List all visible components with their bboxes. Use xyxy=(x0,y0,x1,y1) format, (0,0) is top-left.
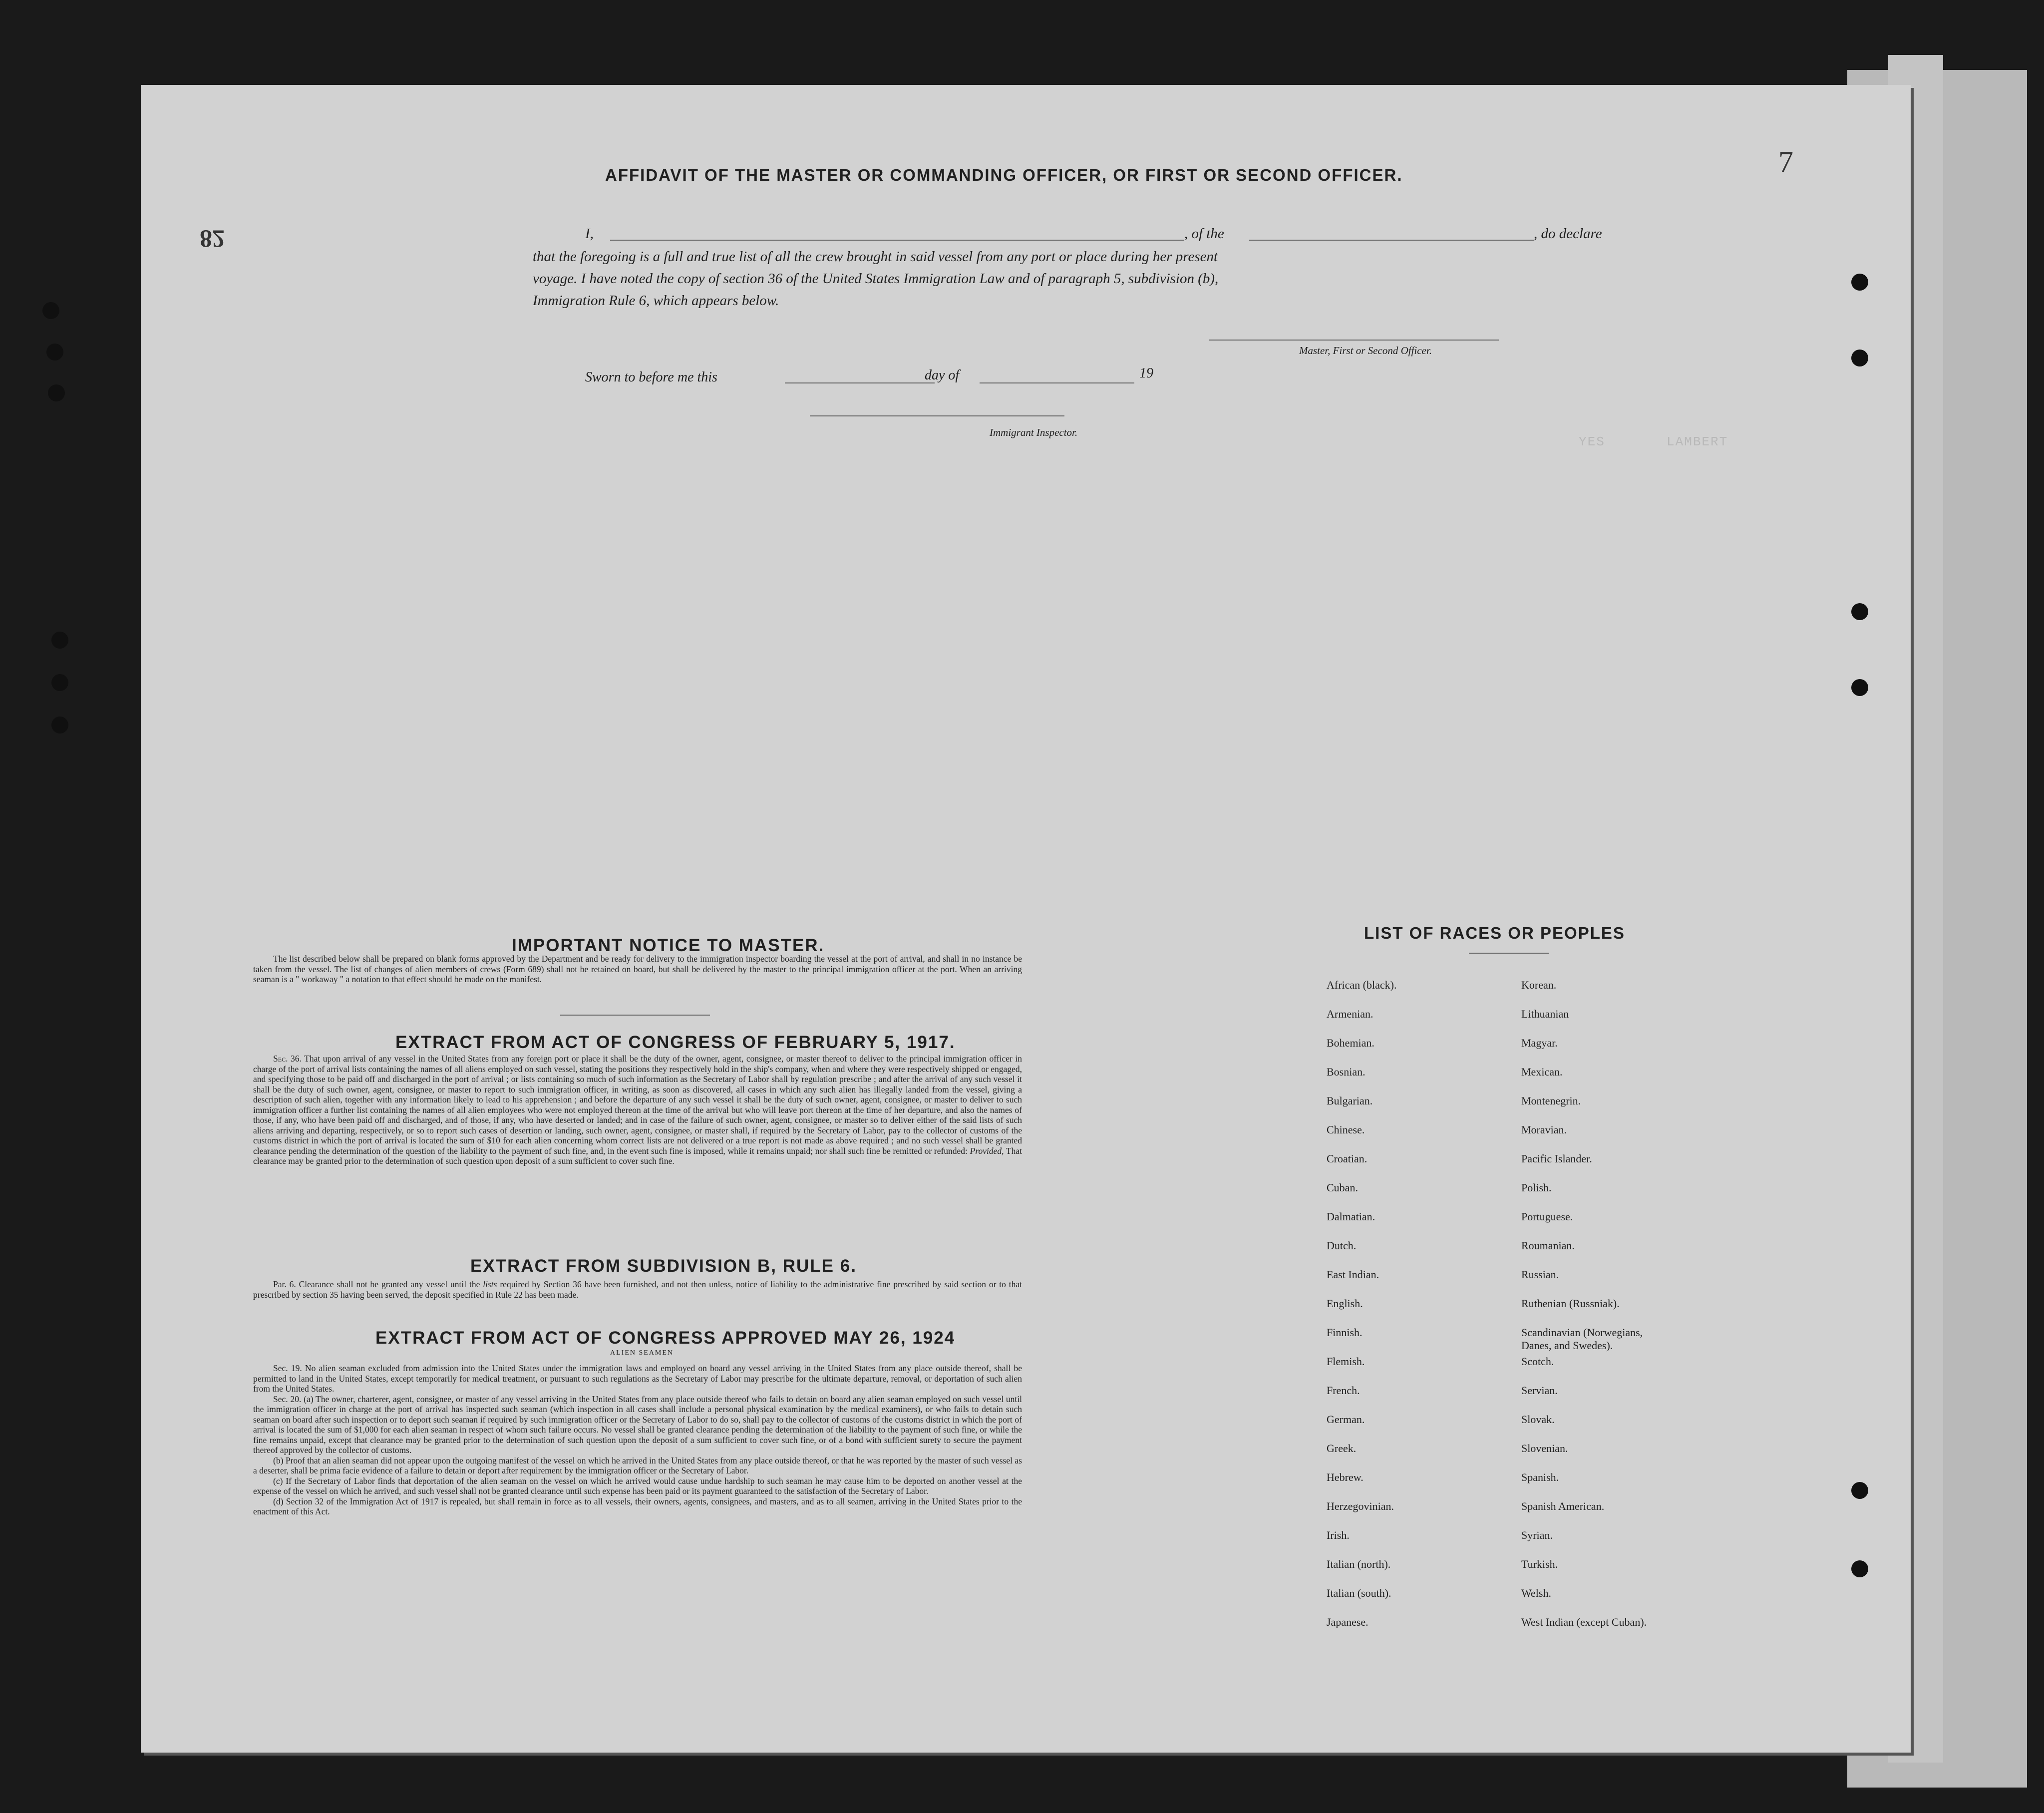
binder-hole xyxy=(1851,1560,1868,1577)
day-blank xyxy=(785,382,935,383)
notice-paragraph: The list described below shall be prepared on blank forms approved by the Department and be ready for delivery to the immigration inspector boarding the vessel at the port of arrival, and shall in no instance be taken from the vessel. The list of changes of alien members of crews (Form 689) shall not be retained on board, but shall be delivered by the master to the principal immigration officer at the port. When an arriving seaman is a " workaway " a notation to that effect should be made on the manifest. xyxy=(253,954,1022,984)
race-item: Bulgarian. xyxy=(1327,1094,1373,1107)
affidavit-line4: Immigration Rule 6, which appears below. xyxy=(533,293,779,309)
extract-1924-title: EXTRACT FROM ACT OF CONGRESS APPROVED MAY 26, 1924 xyxy=(375,1328,956,1348)
race-item: Slovenian. xyxy=(1521,1442,1568,1454)
race-item: Montenegrin. xyxy=(1521,1094,1581,1107)
inspector-signature-line xyxy=(810,415,1064,416)
binder-hole xyxy=(42,302,59,319)
race-item: East Indian. xyxy=(1327,1268,1379,1281)
race-item: Finnish. xyxy=(1327,1326,1363,1339)
section-label: Sec. 36. xyxy=(273,1054,302,1064)
race-item: Korean. xyxy=(1521,979,1557,991)
race-item: Servian. xyxy=(1521,1384,1558,1397)
race-item: Scandinavian (Norwegians, Danes, and Swedes). xyxy=(1521,1326,1643,1352)
race-item: Chinese. xyxy=(1327,1123,1365,1136)
bleed-through-text: YES LAMBERT xyxy=(1579,434,1728,449)
binder-hole xyxy=(1851,679,1868,696)
race-item: Turkish. xyxy=(1521,1558,1558,1570)
binder-hole xyxy=(48,384,65,401)
binder-hole xyxy=(51,674,68,691)
race-item: Scotch. xyxy=(1521,1355,1554,1368)
sworn-label: Sworn to before me this xyxy=(585,369,717,385)
races-divider xyxy=(1469,953,1549,954)
race-item: Spanish. xyxy=(1521,1471,1559,1483)
race-item: Flemish. xyxy=(1327,1355,1365,1368)
binder-hole xyxy=(1851,603,1868,620)
par6-a: Par. 6. Clearance shall not be granted any vessel until the xyxy=(273,1279,480,1289)
binder-hole xyxy=(1851,274,1868,291)
race-item: French. xyxy=(1327,1384,1360,1397)
race-item: English. xyxy=(1327,1297,1363,1310)
extract-1917-title: EXTRACT FROM ACT OF CONGRESS OF FEBRUARY 5, 1917. xyxy=(395,1033,956,1052)
race-item: Greek. xyxy=(1327,1442,1357,1454)
race-item: Italian (south). xyxy=(1327,1587,1391,1599)
corner-mark: 7 xyxy=(1778,145,1793,178)
binder-hole xyxy=(46,344,63,361)
race-item: German. xyxy=(1327,1413,1365,1426)
race-item: Ruthenian (Russniak). xyxy=(1521,1297,1620,1310)
affidavit-title: AFFIDAVIT OF THE MASTER OR COMMANDING OFFICER, OR FIRST OR SECOND OFFICER. xyxy=(605,166,1403,184)
sec20c: (c) If the Secretary of Labor finds that deportation of the alien seaman on the vessel on which he arrived would cause undue hardship to such seaman he may cause him to be deported on another vessel at the expense of the vessel on which he arrived, and such vessel shall not be granted clearance until such expense has been paid or its payment guaranteed to the satisfaction of the Secretary of Labor. xyxy=(253,1475,1022,1496)
alien-seamen-subtitle: ALIEN SEAMEN xyxy=(610,1349,674,1357)
race-item: Pacific Islander. xyxy=(1521,1152,1592,1165)
race-item: Portuguese. xyxy=(1521,1210,1573,1223)
lists-word: lists xyxy=(483,1279,497,1289)
name-blank xyxy=(610,240,1184,241)
race-item: Cuban. xyxy=(1327,1181,1358,1194)
binder-hole xyxy=(51,632,68,649)
race-item: Polish. xyxy=(1521,1181,1552,1194)
race-item: Italian (north). xyxy=(1327,1558,1391,1570)
sec20d: (d) Section 32 of the Immigration Act of 1917 is repealed, but shall remain in force as to all vessels, their owners, agents, consignees, and masters, and as to all seamen, arriving in the United States prior to the enactment of this Act. xyxy=(253,1496,1022,1516)
binder-hole xyxy=(1851,350,1868,366)
race-item: Bosnian. xyxy=(1327,1066,1365,1078)
race-item: Dalmatian. xyxy=(1327,1210,1375,1223)
race-item: Mexican. xyxy=(1521,1066,1563,1078)
race-item: Roumanian. xyxy=(1521,1239,1575,1252)
races-title: LIST OF RACES OR PEOPLES xyxy=(1364,924,1625,942)
race-item: Magyar. xyxy=(1521,1037,1558,1049)
notice-title: IMPORTANT NOTICE TO MASTER. xyxy=(512,936,825,955)
race-item: West Indian (except Cuban). xyxy=(1521,1616,1647,1628)
affidavit-i: I, xyxy=(585,226,594,242)
document-page xyxy=(141,85,1911,1753)
race-item: Spanish American. xyxy=(1521,1500,1605,1512)
inspector-label: Immigrant Inspector. xyxy=(990,426,1078,438)
race-item: Herzegovinian. xyxy=(1327,1500,1394,1512)
sec20b: (b) Proof that an alien seaman did not appear upon the outgoing manifest of the vessel on which he arrived in the United States from any place outside thereof, or that he was reported by the master of such vessel as a deserter, shall be prima facie evidence of a failure to detain or deport after requirement by the immigration officer or the Secretary of Labor. xyxy=(253,1455,1022,1475)
affidavit-line2: that the foregoing is a full and true list of all the crew brought in said vessel from any port or place during her present xyxy=(533,249,1218,265)
sec19: Sec. 19. No alien seaman excluded from admission into the United States under the immigration laws and employed on board any vessel arriving in the United States from any place outside thereof, shall be permitted to land in the United States, except temporarily for medical treatment, or pursuant to such regulations as the Secretary of Labor may prescribe for the ultimate departure, removal, or deportation of such alien from the United States. xyxy=(253,1363,1022,1394)
race-item: African (black). xyxy=(1327,979,1397,991)
month-blank xyxy=(980,382,1134,383)
race-item: Welsh. xyxy=(1521,1587,1551,1599)
binder-hole xyxy=(51,717,68,733)
affidavit-declare: , do declare xyxy=(1534,226,1602,242)
vessel-blank xyxy=(1249,240,1534,241)
divider xyxy=(560,1015,710,1016)
extract-rule6-title: EXTRACT FROM SUBDIVISION B, RULE 6. xyxy=(470,1256,857,1276)
race-item: Hebrew. xyxy=(1327,1471,1363,1483)
race-item: Dutch. xyxy=(1327,1239,1357,1252)
master-signature-line xyxy=(1209,340,1499,341)
race-item: Japanese. xyxy=(1327,1616,1368,1628)
notice-text xyxy=(253,954,1022,985)
race-item: Armenian. xyxy=(1327,1008,1373,1020)
extract-rule6-text xyxy=(253,1279,1022,1300)
race-item: Slovak. xyxy=(1521,1413,1555,1426)
day-of-label: day of xyxy=(925,367,960,383)
extract-1917-text xyxy=(253,1054,1022,1166)
race-item: Croatian. xyxy=(1327,1152,1367,1165)
race-item: Syrian. xyxy=(1521,1529,1553,1541)
race-item: Irish. xyxy=(1327,1529,1350,1541)
extract-1924-text xyxy=(253,1363,1022,1517)
race-item: Bohemian. xyxy=(1327,1037,1374,1049)
sec36-text: That upon arrival of any vessel in the United States from any foreign port or place it shall be the duty of the owner, agent, consignee, or master thereof to deliver to the principal immigration officer in charge of the port of arrival lists containing the names of all aliens employed on such vessel, stating the positions they respectively hold in the ship's company, when and where they were respectively shipped or engaged, and specifying those to be paid off and discharged in the port of arrival ; or lists containing so much of such information as the Secretary of Labor shall by regulation prescribe ; and after the arrival of any such vessel it shall be the duty of such owner, agent, consignee, or master to report to such immigration officer, in writing, as soon as discovered, all cases in which any such alien has illegally landed from the vessel, giving a description of such alien, together with any information likely to lead to his apprehension ; and before the departure of any such vessel it shall be the duty of such owner, agent, consignee, or master to deliver to such immigration officer a further list containing the names of all alien employees who were not employed thereon at the time of the arrival but who will leave port thereon at the time of her departure, and also the names of those, if any, who have been paid off and discharged, and of those, if any, who have deserted or landed; and in case of the failure of such owner, agent, consignee, or master so to deliver either of the said lists of such aliens arriving and departing, respectively, or so to report such cases of desertion or landing, such owner, agent, consignee, or master shall, if required by the Secretary of Labor, pay to the collector of customs of the customs district in which the port of arrival is located the sum of $10 for each alien concerning whom correct lists are not delivered or a true report is not made as above required ; and no such vessel shall be granted clearance pending the determination of the question of the liability to the payment of such fine, and, in the event such fine is imposed, while it remains unpaid; nor shall such fine be remitted or refunded: xyxy=(253,1054,1022,1156)
race-item: Lithuanian xyxy=(1521,1008,1569,1020)
affidavit-of-the: , of the xyxy=(1184,226,1224,242)
binder-hole xyxy=(1851,1482,1868,1499)
par6-b: required by Section 36 have been furnished, and not then unless, notice of liability to the administrative fine prescribed by said section or to that prescribed by section 35 having been served, the deposit specified in Rule 22 has been made. xyxy=(253,1279,1022,1300)
page-number: 82 xyxy=(200,225,225,253)
provided-word: Provided, xyxy=(970,1145,1004,1156)
master-label: Master, First or Second Officer. xyxy=(1299,345,1432,357)
affidavit-line3: voyage. I have noted the copy of section 36 of the United States Immigration Law and of paragraph 5, subdivision (b), xyxy=(533,271,1219,287)
sec36-end: That clearance may be granted prior to the determination of such question upon deposit of a sum sufficient to cover such fine. xyxy=(253,1145,1022,1166)
year-label: 19 xyxy=(1139,365,1153,381)
race-item: Moravian. xyxy=(1521,1123,1567,1136)
sec20a: Sec. 20. (a) The owner, charterer, agent, consignee, or master of any vessel arriving in the United States from any place outside thereof who fails to detain on board any alien seaman employed on such vessel until the immigration officer in charge at the port of arrival has inspected such seaman (which inspection in all cases shall include a personal physical examination by the medical examiners), or who fails to detain such seaman on board after such inspection or to deport such seaman if required by such immigration officer or the Secretary of Labor to do so, shall pay to the collector of customs of the customs district in which the port of arrival is located the sum of $1,000 for each alien seaman in respect of whom such failure occurs. No vessel shall be granted clearance pending the determination of the liability to the payment of such fine, or while the fine remains unpaid, except that clearance may be granted prior to the determination of such question upon the deposit of a sum sufficient to cover such fine, or of a bond with sufficient surety to secure the payment thereof approved by the collector of customs. xyxy=(253,1394,1022,1455)
race-item: Russian. xyxy=(1521,1268,1559,1281)
